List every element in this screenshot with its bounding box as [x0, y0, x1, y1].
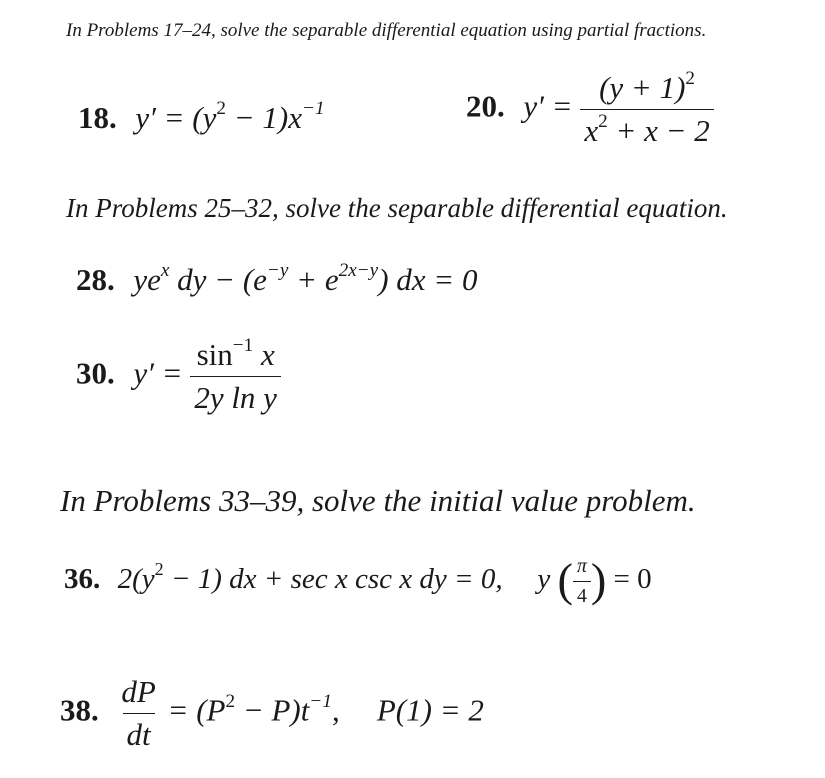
exponent: 2x−y — [338, 260, 379, 282]
problem-number: 28. — [76, 262, 115, 297]
exponent: 2 — [225, 690, 236, 712]
function-name: sin — [196, 337, 233, 372]
numerator — [193, 337, 279, 376]
problem-number: 18. — [78, 100, 117, 135]
equation-part: y′ = (y — [135, 100, 217, 135]
denominator — [580, 109, 713, 149]
denominator: 4 — [573, 581, 591, 608]
numerator: π — [576, 555, 587, 577]
instruction-header-33-39: In Problems 33–39, solve the initial value problem. — [60, 483, 696, 518]
exponent: 2 — [154, 559, 164, 580]
equation-part: = (P — [167, 692, 226, 728]
fraction — [580, 70, 713, 149]
exponent: −1 — [302, 98, 325, 120]
instruction-header-25-32: In Problems 25–32, solve the separable differential equation. — [66, 193, 728, 223]
denominator: 2y ln y — [190, 376, 281, 416]
left-paren: ( — [557, 555, 573, 607]
equation-part: ) dx = 0 — [378, 262, 478, 297]
equation-part: dy − (e — [169, 262, 267, 297]
equation-lhs: y′ = — [133, 355, 183, 391]
initial-condition-rhs: = 0 — [613, 563, 652, 596]
exponent: 2 — [216, 98, 226, 120]
numerator: dP — [121, 674, 156, 709]
problem-38 — [60, 674, 484, 753]
exponent: −1 — [309, 690, 332, 712]
exponent: 2 — [685, 68, 696, 90]
initial-condition: P(1) = 2 — [376, 692, 484, 728]
fraction — [117, 674, 159, 753]
exponent: x — [160, 260, 170, 282]
equation-part: − 1) dx + sec x csc x dy = 0, — [163, 563, 503, 596]
equation-part: − P)t — [235, 692, 310, 728]
right-paren: ) — [590, 555, 607, 607]
exponent: −y — [266, 260, 289, 282]
problem-28 — [76, 262, 477, 298]
equation-part: , — [331, 692, 340, 728]
problem-30 — [76, 337, 281, 416]
denominator-base: x — [584, 113, 599, 148]
fraction — [573, 555, 591, 608]
problem-number: 38. — [60, 692, 99, 728]
equation-part: − 1)x — [226, 100, 303, 135]
equation-lhs: y′ = — [523, 88, 573, 124]
equation-part: 2(y — [117, 563, 155, 596]
equation-part: + e — [288, 262, 339, 297]
fraction — [190, 337, 281, 416]
problem-number: 20. — [466, 88, 505, 124]
problem-18 — [78, 100, 325, 136]
equation-part: ye — [133, 262, 161, 297]
problem-number: 36. — [64, 563, 101, 596]
initial-condition-function: y — [537, 563, 551, 596]
variable: x — [253, 337, 275, 372]
numerator-base: (y + 1) — [599, 70, 686, 105]
numerator — [595, 70, 699, 109]
problem-36 — [64, 555, 652, 608]
denominator: dt — [123, 713, 155, 753]
denominator-rest: + x − 2 — [607, 113, 710, 148]
exponent: 2 — [598, 111, 608, 133]
problem-number: 30. — [76, 355, 115, 391]
instruction-header-17-24: In Problems 17–24, solve the separable differential equation using partial fractions. — [66, 20, 707, 41]
exponent: −1 — [232, 335, 254, 357]
problem-20 — [466, 70, 714, 149]
